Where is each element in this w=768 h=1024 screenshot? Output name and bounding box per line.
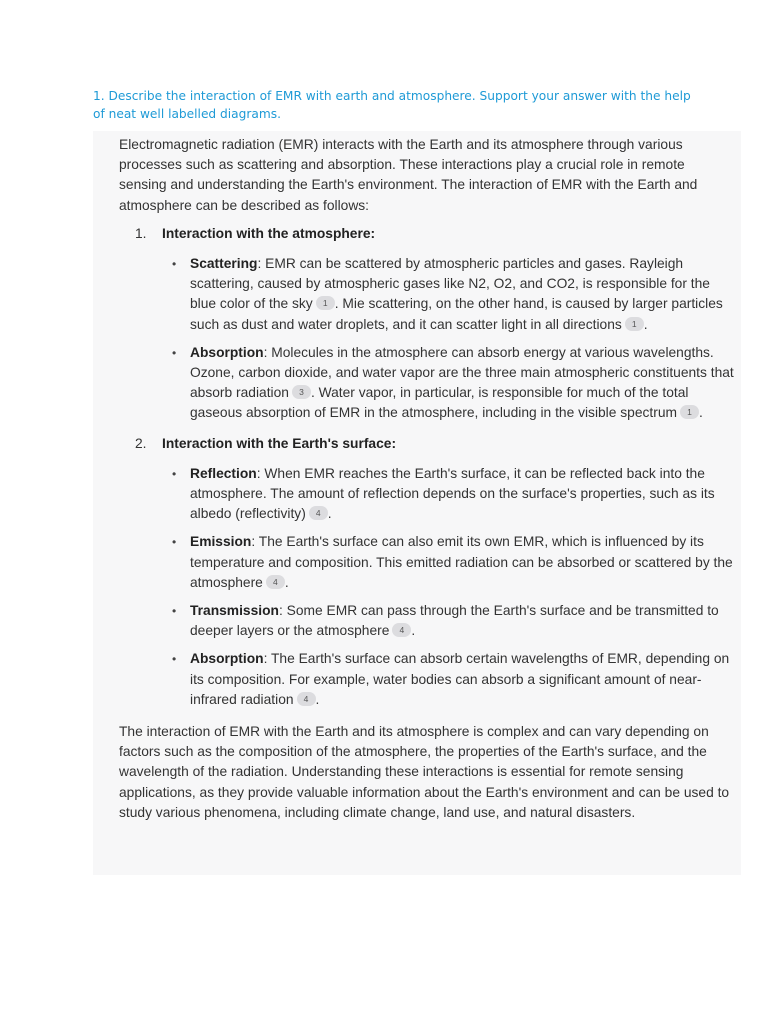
section-earth-surface xyxy=(119,434,734,710)
bullet-text: When EMR reaches the Earth's surface, it can be reflected back into the atmosphere. The amount of reflection depends on the surface's properties, such as its albedo (reflectivity) xyxy=(190,465,715,522)
bullet-list xyxy=(162,464,734,710)
bullet-text: The Earth's surface can also emit its own EMR, which is influenced by its temperature and composition. This emitted radiation can be absorbed or scattered by the atmosphere xyxy=(190,534,733,590)
citation-badge[interactable]: 1 xyxy=(680,405,699,419)
bullet-term: Scattering xyxy=(190,256,258,272)
citation-badge[interactable]: 4 xyxy=(297,692,316,706)
bullet-text: . xyxy=(699,405,703,421)
citation-badge[interactable]: 1 xyxy=(625,317,644,331)
citation-badge[interactable]: 4 xyxy=(309,506,328,520)
section-number: 2. xyxy=(135,435,147,451)
bullet-text: The Earth's surface can absorb certain wavelengths of EMR, depending on its composition. For example, water bodies can absorb a significant amount of near-infrared radiation xyxy=(190,651,730,707)
bullet-text: . xyxy=(411,623,416,639)
citation-badge[interactable]: 3 xyxy=(292,385,311,399)
question-text: 1. Describe the interaction of EMR with earth and atmosphere. Support your answer with the help of neat well labelled diagrams. xyxy=(93,89,691,121)
answer-intro: Electromagnetic radiation (EMR) interacts with the Earth and its atmosphere through various processes such as scattering and absorption. These interactions play a crucial role in remote sensing and understanding the Earth's environment. The interaction of EMR with the Earth and atmosphere can be described as follows: xyxy=(119,137,698,213)
bullet-reflection: • Reflection: When EMR reaches the Earth's surface, it can be reflected back into the atmosphere. The amount of reflection depends on the surface's properties, such as its albedo (reflectivity) 4 . xyxy=(190,464,734,525)
answer-conclusion: The interaction of EMR with the Earth and its atmosphere is complex and can vary depending on factors such as the composition of the atmosphere, the properties of the Earth's surface, and the wavelength of the radiation. Understanding these interactions is essential for remote sensing applications, as they provide valuable information about the Earth's environment and can be used to study various phenomena, including climate change, land use, and natural disasters. xyxy=(119,724,730,820)
bullet-absorption-atmosphere: • Absorption: Molecules in the atmosphere can absorb energy at various wavelengths. Ozone, carbon dioxide, and water vapor are the three main atmospheric constituents that absorb radiation 3 . Water vapor, in particular, is responsible for much of the total gaseous absorption of EMR in the atmosphere, including in the visible spectrum 1 . xyxy=(190,343,734,424)
bullet-text: . Water vapor, in particular, is responsible for much of the total gaseous absorption of EMR in the atmosphere, including in the visible spectrum xyxy=(190,385,689,421)
bullet-emission: • Emission: The Earth's surface can also emit its own EMR, which is influenced by its temperature and composition. This emitted radiation can be absorbed or scattered by the atmosphere 4 . xyxy=(190,532,734,593)
bullet-text: . xyxy=(643,316,648,332)
citation-badge[interactable]: 1 xyxy=(316,296,335,310)
answer-body xyxy=(119,135,734,823)
bullet-transmission: • Transmission: Some EMR can pass through the Earth's surface and be transmitted to deeper layers or the atmosphere 4 . xyxy=(190,601,734,641)
section-number: 1. xyxy=(135,225,147,241)
bullet-text: . Mie scattering, on the other hand, is caused by larger particles such as dust and water droplets, and it can scatter light in all directions xyxy=(190,296,723,332)
citation-badge[interactable]: 4 xyxy=(266,575,285,589)
bullet-text: Some EMR can pass through the Earth's surface and be transmitted to deeper layers or the atmosphere xyxy=(190,603,719,639)
bullet-text: . xyxy=(315,691,320,707)
bullet-term: Absorption xyxy=(190,651,264,667)
bullet-term: Reflection xyxy=(190,465,257,481)
bullet-text: Molecules in the atmosphere can absorb energy at various wavelengths. Ozone, carbon dioxide, and water vapor are the three main atmospheric constituents that absorb radiation xyxy=(190,344,734,401)
bullet-term: Transmission xyxy=(190,603,279,619)
bullet-absorption-surface: • Absorption: The Earth's surface can absorb certain wavelengths of EMR, depending on its composition. For example, water bodies can absorb a significant amount of near-infrared radiation 4 . xyxy=(190,649,734,710)
section-atmosphere xyxy=(119,224,734,424)
bullet-term: Absorption xyxy=(190,344,264,360)
bullet-list xyxy=(162,254,734,424)
bullet-text: EMR can be scattered by atmospheric particles and gases. Rayleigh scattering, caused by atmospheric gases like N2, O2, and CO2, is responsible for the blue color of the sky xyxy=(190,256,710,312)
section-title: Interaction with the atmosphere: xyxy=(162,225,376,241)
bullet-text: . xyxy=(327,506,332,522)
citation-badge[interactable]: 4 xyxy=(392,623,411,637)
bullet-term: Emission xyxy=(190,534,252,550)
bullet-text: . xyxy=(284,574,289,590)
section-title: Interaction with the Earth's surface: xyxy=(162,435,397,451)
bullet-scattering: • Scattering: EMR can be scattered by atmospheric particles and gases. Rayleigh scattering, caused by atmospheric gases like N2, O2, and CO2, is responsible for the blue color of the sky 1 . Mie scattering, on the other hand, is caused by larger particles such as dust and water droplets, and it can scatter light in all directions 1 . xyxy=(190,254,734,335)
